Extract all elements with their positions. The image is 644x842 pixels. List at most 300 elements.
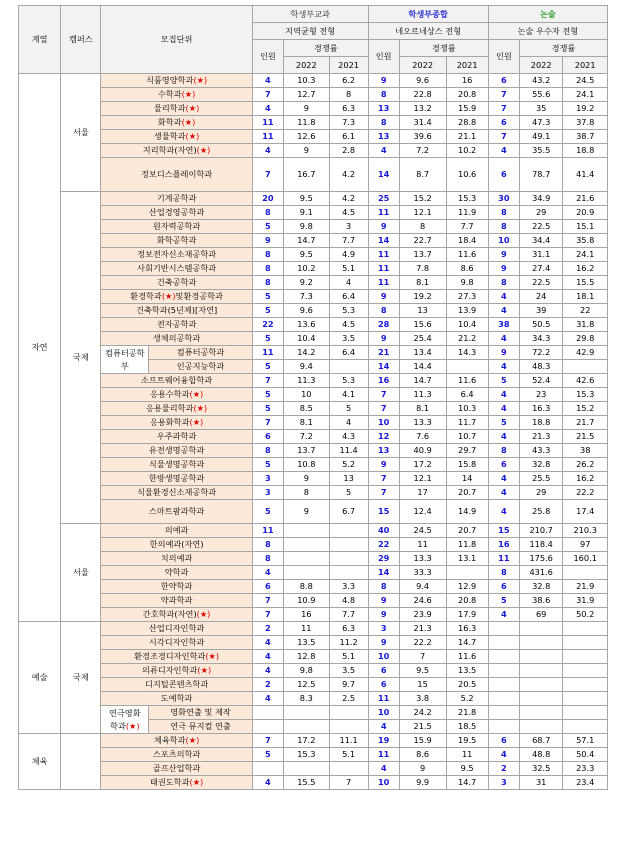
rate-cell: 26.2 [563, 458, 608, 472]
rate-cell [563, 692, 608, 706]
rate-cell: 29.7 [446, 444, 488, 458]
rate-cell: 9.2 [283, 276, 329, 290]
quota-cell: 2 [488, 762, 519, 776]
header-year-2021: 2021 [563, 57, 608, 74]
rate-cell: 38.7 [563, 130, 608, 144]
unit-name-cell [101, 678, 252, 692]
rate-cell: 55.6 [519, 88, 562, 102]
rate-cell: 11.6 [446, 650, 488, 664]
header-group-1: 학생부교과 [252, 6, 368, 23]
table-row [19, 608, 608, 622]
quota-cell: 11 [368, 276, 399, 290]
quota-cell: 9 [488, 346, 519, 360]
rate-cell: 14.3 [446, 346, 488, 360]
rate-cell: 6.4 [329, 346, 368, 360]
quota-cell: 8 [252, 552, 283, 566]
rate-cell: 13 [329, 472, 368, 486]
table-row [19, 650, 608, 664]
rate-cell: 31 [519, 776, 562, 790]
quota-cell: 5 [488, 416, 519, 430]
unit-name: 응용물리학과 [145, 403, 194, 414]
rate-cell: 10.8 [283, 458, 329, 472]
star-mark: (★) [196, 609, 211, 620]
rate-cell: 13.3 [399, 552, 446, 566]
quota-cell: 8 [488, 566, 519, 580]
rate-cell: 18.1 [563, 290, 608, 304]
rate-cell: 7.7 [446, 220, 488, 234]
quota-cell: 9 [368, 594, 399, 608]
rate-cell: 24.1 [563, 88, 608, 102]
rate-cell: 15.2 [563, 402, 608, 416]
unit-name-cell [101, 500, 252, 524]
unit-name: 도예학과 [160, 693, 193, 704]
rate-cell: 14.2 [283, 346, 329, 360]
unit-name: 수학과 [157, 89, 182, 100]
unit-name: 전자공학과 [156, 319, 197, 330]
rate-cell: 22.8 [399, 88, 446, 102]
unit-name: 간호학과(자연) [142, 609, 197, 620]
rate-cell: 52.4 [519, 374, 562, 388]
rate-cell: 11 [399, 538, 446, 552]
rate-cell: 9.5 [399, 664, 446, 678]
quota-cell: 4 [368, 144, 399, 158]
unit-name-cell [101, 580, 252, 594]
rate-cell: 14.4 [399, 360, 446, 374]
rate-cell: 21.9 [563, 580, 608, 594]
quota-cell: 5 [252, 748, 283, 762]
table-row [19, 458, 608, 472]
rate-cell: 48.3 [519, 360, 562, 374]
rate-cell: 27.3 [446, 290, 488, 304]
rate-cell: 13.7 [399, 248, 446, 262]
rate-cell [283, 524, 329, 538]
rate-cell: 31.1 [519, 248, 562, 262]
table-row [19, 762, 608, 776]
rate-cell: 50.5 [519, 318, 562, 332]
quota-cell: 5 [252, 220, 283, 234]
quota-cell: 4 [488, 486, 519, 500]
unit-name: 응용화학과 [149, 417, 190, 428]
unit-name: 유전생명공학과 [148, 445, 205, 456]
table-row [19, 346, 608, 360]
unit-name-cell [101, 116, 252, 130]
unit-name-cell [101, 524, 252, 538]
rate-cell: 32.8 [519, 580, 562, 594]
unit-name-cell [101, 458, 252, 472]
rate-cell: 48.8 [519, 748, 562, 762]
rate-cell: 7.7 [329, 234, 368, 248]
header-year-2022: 2022 [519, 57, 562, 74]
unit-name: 식물생명공학과 [148, 459, 205, 470]
quota-cell: 5 [252, 500, 283, 524]
rate-cell: 9.4 [283, 360, 329, 374]
quota-cell [488, 622, 519, 636]
quota-cell: 3 [252, 486, 283, 500]
rate-cell: 5.2 [446, 692, 488, 706]
quota-cell: 10 [368, 416, 399, 430]
unit-name: 의예과 [164, 525, 189, 536]
quota-cell: 11 [252, 346, 283, 360]
rate-cell: 10 [283, 388, 329, 402]
rate-cell [519, 706, 562, 720]
rate-cell [563, 636, 608, 650]
rate-cell: 6.3 [329, 622, 368, 636]
rate-cell [329, 566, 368, 580]
rate-cell: 11.8 [446, 538, 488, 552]
rate-cell: 14.7 [283, 234, 329, 248]
quota-cell: 4 [252, 664, 283, 678]
rate-cell: 39 [519, 304, 562, 318]
quota-cell: 9 [368, 290, 399, 304]
rate-cell: 13.2 [399, 102, 446, 116]
rate-cell: 47.3 [519, 116, 562, 130]
rate-cell [519, 678, 562, 692]
quota-cell: 11 [368, 692, 399, 706]
unit-name-cell [101, 486, 252, 500]
rate-cell: 16.3 [446, 622, 488, 636]
rate-cell: 11.1 [329, 734, 368, 748]
rate-cell: 11.2 [329, 636, 368, 650]
rate-cell: 13.5 [446, 664, 488, 678]
unit-name-cell [101, 692, 252, 706]
rate-cell: 8.8 [283, 580, 329, 594]
star-mark: (★) [185, 131, 200, 142]
rate-cell: 9.8 [446, 276, 488, 290]
quota-cell: 8 [368, 580, 399, 594]
unit-name: 물리학과 [153, 103, 186, 114]
campus-cell: 서울 [61, 524, 101, 622]
unit-name: 골프산업학과 [152, 763, 201, 774]
table-row [19, 158, 608, 192]
rate-cell: 21.2 [446, 332, 488, 346]
rate-cell: 210.7 [519, 524, 562, 538]
rate-cell: 16 [446, 74, 488, 88]
quota-cell: 4 [252, 692, 283, 706]
unit-name: 산업경영공학과 [148, 207, 205, 218]
rate-cell: 3.5 [329, 664, 368, 678]
unit-name-cell [149, 360, 253, 374]
unit-name: 산업디자인학과 [148, 623, 205, 634]
rate-cell: 13 [399, 304, 446, 318]
quota-cell [488, 650, 519, 664]
unit-name-cell [101, 416, 252, 430]
rate-cell: 10.4 [446, 318, 488, 332]
unit-group-label: 연극영화 [108, 708, 141, 719]
rate-cell: 3.8 [399, 692, 446, 706]
rate-cell: 18.8 [563, 144, 608, 158]
table-row [19, 706, 608, 720]
quota-cell: 4 [488, 402, 519, 416]
unit-name-cell [101, 192, 252, 206]
rate-cell: 8.6 [446, 262, 488, 276]
quota-cell: 2 [252, 622, 283, 636]
quota-cell: 6 [252, 580, 283, 594]
quota-cell: 14 [368, 360, 399, 374]
rate-cell: 7.8 [399, 262, 446, 276]
quota-cell: 9 [488, 248, 519, 262]
unit-name-cell [101, 158, 252, 192]
rate-cell: 11.8 [283, 116, 329, 130]
quota-cell: 25 [368, 192, 399, 206]
rate-cell: 160.1 [563, 552, 608, 566]
quota-cell: 5 [488, 374, 519, 388]
quota-cell: 8 [368, 304, 399, 318]
quota-cell: 8 [488, 220, 519, 234]
rate-cell: 4.2 [329, 158, 368, 192]
unit-name-cell [101, 290, 252, 304]
table-row [19, 318, 608, 332]
rate-cell: 21.5 [563, 430, 608, 444]
quota-cell: 5 [252, 290, 283, 304]
unit-name-cell [101, 552, 252, 566]
unit-name: 의류디자인학과 [142, 665, 198, 676]
rate-cell: 14.7 [446, 636, 488, 650]
quota-cell: 8 [488, 206, 519, 220]
rate-cell: 5.2 [329, 458, 368, 472]
unit-group-label-2: 학과 [110, 720, 126, 731]
rate-cell: 4.3 [329, 430, 368, 444]
rate-cell: 10.3 [283, 74, 329, 88]
quota-cell: 13 [368, 444, 399, 458]
field-cell: 예술 [19, 622, 61, 734]
table-row [19, 678, 608, 692]
quota-cell: 6 [488, 734, 519, 748]
rate-cell: 43.2 [519, 74, 562, 88]
table-row [19, 234, 608, 248]
rate-cell: 7.3 [329, 116, 368, 130]
table-row [19, 206, 608, 220]
rate-cell: 20.8 [446, 594, 488, 608]
rate-cell: 16.7 [283, 158, 329, 192]
rate-cell [329, 360, 368, 374]
unit-name: 소프트웨어융합학과 [141, 375, 213, 386]
rate-cell: 23.4 [563, 776, 608, 790]
table-row [19, 416, 608, 430]
unit-name-cell [101, 762, 252, 776]
rate-cell: 9 [283, 500, 329, 524]
quota-cell: 4 [368, 720, 399, 734]
rate-cell: 20.5 [446, 678, 488, 692]
unit-name-cell [149, 706, 253, 720]
table-row [19, 622, 608, 636]
rate-cell: 4.2 [329, 192, 368, 206]
rate-cell: 19.2 [399, 290, 446, 304]
rate-cell: 19.5 [446, 734, 488, 748]
rate-cell: 97 [563, 538, 608, 552]
rate-cell: 25.5 [519, 472, 562, 486]
quota-cell: 4 [488, 388, 519, 402]
unit-name: 치의예과 [160, 553, 193, 564]
rate-cell [329, 706, 368, 720]
rate-cell: 3 [329, 220, 368, 234]
rate-cell: 29.8 [563, 332, 608, 346]
rate-cell: 24 [519, 290, 562, 304]
unit-name-cell [101, 776, 252, 790]
rate-cell: 24.5 [563, 74, 608, 88]
rate-cell: 9.8 [283, 664, 329, 678]
rate-cell: 17.4 [563, 500, 608, 524]
quota-cell: 11 [368, 748, 399, 762]
quota-cell: 7 [368, 472, 399, 486]
rate-cell: 31.8 [563, 318, 608, 332]
rate-cell [519, 664, 562, 678]
rate-cell: 35.5 [519, 144, 562, 158]
table-row [19, 374, 608, 388]
rate-cell: 28.8 [446, 116, 488, 130]
rate-cell: 12.1 [399, 472, 446, 486]
unit-name: 태권도학과 [149, 777, 190, 788]
rate-cell: 57.1 [563, 734, 608, 748]
rate-cell [563, 622, 608, 636]
rate-cell: 72.2 [519, 346, 562, 360]
rate-cell: 6.7 [329, 500, 368, 524]
rate-cell: 15.5 [563, 276, 608, 290]
header-year-2022: 2022 [283, 57, 329, 74]
quota-cell: 4 [488, 304, 519, 318]
unit-name-2: 및환경공학과 [175, 291, 224, 302]
rate-cell: 8.3 [283, 692, 329, 706]
unit-name: 우주과학과 [156, 431, 197, 442]
rate-cell: 15.8 [446, 458, 488, 472]
rate-cell: 14 [446, 472, 488, 486]
quota-cell: 7 [252, 416, 283, 430]
header-track-1: 지역균형 전형 [252, 23, 368, 40]
quota-cell [488, 664, 519, 678]
unit-name-cell [101, 388, 252, 402]
rate-cell: 13.7 [283, 444, 329, 458]
rate-cell: 68.7 [519, 734, 562, 748]
quota-cell: 6 [488, 74, 519, 88]
rate-cell: 34.3 [519, 332, 562, 346]
rate-cell: 37.8 [563, 116, 608, 130]
rate-cell: 12.4 [399, 500, 446, 524]
rate-cell: 9.5 [283, 192, 329, 206]
quota-cell [488, 692, 519, 706]
rate-cell [283, 566, 329, 580]
quota-cell: 7 [368, 486, 399, 500]
rate-cell: 38 [563, 444, 608, 458]
quota-cell: 9 [252, 234, 283, 248]
rate-cell: 12.8 [283, 650, 329, 664]
unit-name: 정보전자신소재공학과 [137, 249, 217, 260]
rate-cell [563, 650, 608, 664]
rate-cell: 11.7 [446, 416, 488, 430]
rate-cell: 29 [519, 486, 562, 500]
quota-cell: 29 [368, 552, 399, 566]
unit-name-cell [101, 734, 252, 748]
table-row [19, 248, 608, 262]
table-row [19, 276, 608, 290]
header-year-2021: 2021 [329, 57, 368, 74]
unit-name: 영화연출 및 제작 [170, 707, 231, 718]
quota-cell: 13 [368, 102, 399, 116]
unit-name: 식물환경신소재공학과 [137, 487, 217, 498]
rate-cell: 8.1 [283, 416, 329, 430]
rate-cell: 6.4 [446, 388, 488, 402]
rate-cell: 78.7 [519, 158, 562, 192]
rate-cell: 9.9 [399, 776, 446, 790]
quota-cell: 15 [368, 500, 399, 524]
unit-name: 컴퓨터공학과 [176, 347, 225, 358]
rate-cell: 15.2 [399, 192, 446, 206]
quota-cell: 8 [488, 276, 519, 290]
quota-cell: 13 [368, 130, 399, 144]
unit-name-cell [101, 130, 252, 144]
quota-cell: 2 [252, 678, 283, 692]
quota-cell: 7 [252, 608, 283, 622]
rate-cell: 4 [329, 276, 368, 290]
rate-cell [283, 552, 329, 566]
rate-cell: 15.1 [563, 220, 608, 234]
rate-cell: 2.5 [329, 692, 368, 706]
rate-cell: 42.9 [563, 346, 608, 360]
rate-cell: 21.8 [446, 706, 488, 720]
rate-cell: 7.6 [399, 430, 446, 444]
rate-cell: 15.9 [399, 734, 446, 748]
unit-name-cell [101, 234, 252, 248]
unit-name: 정보디스플레이학과 [141, 169, 213, 180]
quota-cell: 6 [368, 678, 399, 692]
rate-cell: 41.4 [563, 158, 608, 192]
unit-name: 디지털콘텐츠학과 [144, 679, 209, 690]
table-row [19, 402, 608, 416]
rate-cell: 24.2 [399, 706, 446, 720]
header-unit: 모집단위 [101, 6, 252, 74]
unit-name: 스마트팜과학과 [148, 506, 205, 517]
unit-name: 건축학과(5년제)[자연] [135, 305, 218, 316]
table-row [19, 524, 608, 538]
quota-cell: 4 [252, 650, 283, 664]
rate-cell: 20.9 [563, 206, 608, 220]
rate-cell: 5.1 [329, 748, 368, 762]
quota-cell: 6 [488, 158, 519, 192]
rate-cell: 69 [519, 608, 562, 622]
quota-cell: 6 [488, 580, 519, 594]
rate-cell: 9.4 [399, 580, 446, 594]
rate-cell: 15.9 [446, 102, 488, 116]
rate-cell [563, 706, 608, 720]
rate-cell: 22.2 [399, 636, 446, 650]
header-track-3: 논술 우수자 전형 [488, 23, 607, 40]
quota-cell: 15 [488, 524, 519, 538]
rate-cell: 15.3 [563, 388, 608, 402]
table-row [19, 102, 608, 116]
star-mark: (★) [205, 651, 220, 662]
rate-cell: 7.7 [329, 608, 368, 622]
unit-name: 식품영양학과 [145, 75, 194, 86]
rate-cell: 9.5 [283, 248, 329, 262]
rate-cell [329, 720, 368, 734]
rate-cell: 11.3 [283, 374, 329, 388]
unit-name: 연극 뮤지컬 연출 [170, 721, 231, 732]
unit-group-label: 컴퓨터공학부 [105, 348, 145, 371]
table-row [19, 88, 608, 102]
unit-name: 환경학과 [130, 291, 162, 302]
unit-name-cell [149, 720, 253, 734]
rate-cell [283, 720, 329, 734]
unit-name-cell [101, 608, 252, 622]
quota-cell: 20 [252, 192, 283, 206]
quota-cell: 4 [252, 74, 283, 88]
rate-cell: 9 [399, 762, 446, 776]
quota-cell: 4 [252, 144, 283, 158]
quota-cell: 7 [368, 388, 399, 402]
rate-cell: 17.9 [446, 608, 488, 622]
quota-cell [488, 706, 519, 720]
quota-cell: 22 [368, 538, 399, 552]
quota-cell: 22 [252, 318, 283, 332]
rate-cell: 4.9 [329, 248, 368, 262]
